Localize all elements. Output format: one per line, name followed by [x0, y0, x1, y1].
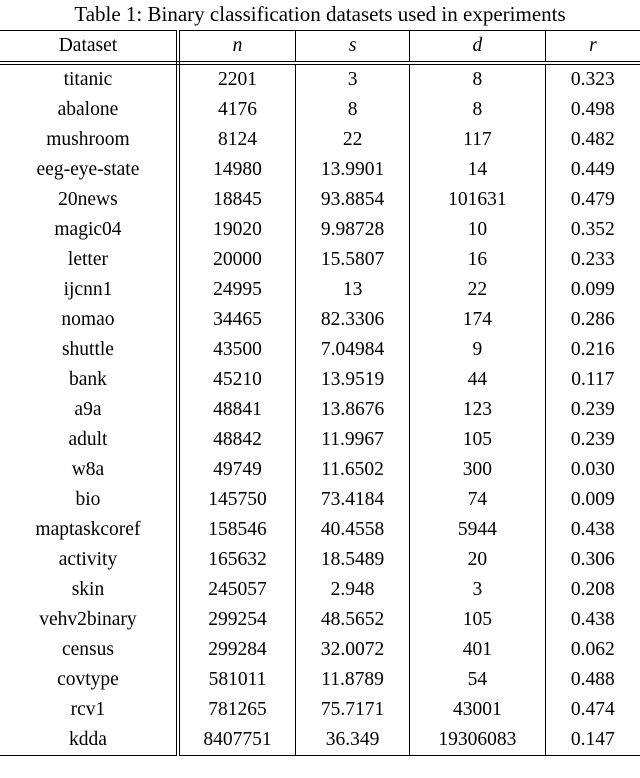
dataset-name-cell: maptaskcoref: [0, 515, 178, 545]
value-cell: 0.488: [570, 669, 615, 690]
value-cell: 0.009: [570, 489, 615, 510]
dataset-name-cell: census: [0, 635, 178, 665]
value-cell: 5944: [410, 515, 546, 545]
value-cell: 34465: [178, 305, 296, 335]
value-cell: 22: [410, 275, 546, 305]
value-cell: 18845: [178, 185, 296, 215]
value-cell: 3: [296, 63, 410, 95]
dataset-name-cell: letter: [0, 245, 178, 275]
value-cell: 74: [410, 485, 546, 515]
value-cell: 48841: [178, 395, 296, 425]
table-row: [0, 335, 640, 365]
value-cell: 43500: [178, 335, 296, 365]
value-cell: 11.8789: [296, 665, 410, 695]
table-row: [0, 185, 640, 215]
table-row: [0, 63, 640, 95]
table-row: [0, 455, 640, 485]
value-cell: 2201: [178, 63, 296, 95]
table-row: [0, 125, 640, 155]
value-cell: 43001: [410, 695, 546, 725]
table-row: [0, 605, 640, 635]
table-row: [0, 725, 640, 756]
value-cell: 20: [410, 545, 546, 575]
table-row: [0, 215, 640, 245]
value-cell: 0.479: [570, 189, 615, 210]
value-cell: 0.208: [570, 579, 615, 600]
value-cell: 300: [410, 455, 546, 485]
value-cell: 105: [410, 605, 546, 635]
value-cell: 245057: [178, 575, 296, 605]
value-cell: 48842: [178, 425, 296, 455]
table-row: [0, 575, 640, 605]
value-cell: 4176: [178, 95, 296, 125]
value-cell: 105: [410, 425, 546, 455]
table-header-row: [0, 31, 640, 64]
value-cell: 0.239: [570, 399, 615, 420]
value-cell: 299254: [178, 605, 296, 635]
value-cell: 8: [410, 95, 546, 125]
value-cell: 0.352: [570, 219, 615, 240]
value-cell: 0.147: [570, 729, 615, 750]
value-cell: 24995: [178, 275, 296, 305]
dataset-name-cell: vehv2binary: [0, 605, 178, 635]
table-caption: Table 1: Binary classification datasets used in experiments: [74, 2, 566, 26]
value-cell: 581011: [178, 665, 296, 695]
table-row: [0, 635, 640, 665]
value-cell: 9: [410, 335, 546, 365]
value-cell: 174: [410, 305, 546, 335]
dataset-name-cell: bio: [0, 485, 178, 515]
table-row: [0, 545, 640, 575]
value-cell: 32.0072: [296, 635, 410, 665]
value-cell: 49749: [178, 455, 296, 485]
dataset-name-cell: activity: [0, 545, 178, 575]
value-cell: 0.498: [570, 99, 615, 120]
value-cell: 0.482: [570, 129, 615, 150]
value-cell: 13.9519: [296, 365, 410, 395]
value-cell: 781265: [178, 695, 296, 725]
value-cell: 401: [410, 635, 546, 665]
value-cell: 82.3306: [296, 305, 410, 335]
value-cell: 0.030: [570, 459, 615, 480]
value-cell: 48.5652: [296, 605, 410, 635]
value-cell: 14: [410, 155, 546, 185]
value-cell: 13.8676: [296, 395, 410, 425]
dataset-name-cell: nomao: [0, 305, 178, 335]
table-head: [0, 31, 640, 64]
dataset-name-cell: covtype: [0, 665, 178, 695]
value-cell: 0.323: [570, 69, 615, 90]
value-cell: 299284: [178, 635, 296, 665]
dataset-name-cell: ijcnn1: [0, 275, 178, 305]
value-cell: 158546: [178, 515, 296, 545]
value-cell: 117: [410, 125, 546, 155]
value-cell: 8: [296, 95, 410, 125]
value-cell: 19020: [178, 215, 296, 245]
value-cell: 11.9967: [296, 425, 410, 455]
table-body: [0, 63, 640, 756]
dataset-name-cell: mushroom: [0, 125, 178, 155]
column-header-r: r: [545, 31, 640, 64]
value-cell: 9.98728: [296, 215, 410, 245]
dataset-name-cell: w8a: [0, 455, 178, 485]
value-cell: 22: [296, 125, 410, 155]
dataset-name-cell: kdda: [0, 725, 178, 756]
table-row: [0, 425, 640, 455]
dataset-name-cell: bank: [0, 365, 178, 395]
value-cell: 93.8854: [296, 185, 410, 215]
table-row: [0, 95, 640, 125]
dataset-name-cell: adult: [0, 425, 178, 455]
value-cell: 0.438: [570, 519, 615, 540]
value-cell: 0.233: [570, 249, 615, 270]
value-cell: 0.306: [570, 549, 615, 570]
value-cell: 0.062: [570, 639, 615, 660]
dataset-name-cell: magic04: [0, 215, 178, 245]
column-header-dataset: Dataset: [0, 31, 178, 64]
value-cell: 36.349: [296, 725, 410, 756]
value-cell: 0.117: [571, 369, 615, 390]
table-row: [0, 665, 640, 695]
datasets-table: [0, 30, 640, 756]
table-row: [0, 305, 640, 335]
value-cell: 20000: [178, 245, 296, 275]
value-cell: 0.286: [570, 309, 615, 330]
dataset-name-cell: skin: [0, 575, 178, 605]
table-row: [0, 485, 640, 515]
value-cell: 16: [410, 245, 546, 275]
value-cell: 101631: [410, 185, 546, 215]
table-row: [0, 155, 640, 185]
column-header-n: n: [178, 31, 296, 64]
dataset-name-cell: rcv1: [0, 695, 178, 725]
value-cell: 75.7171: [296, 695, 410, 725]
column-header-d: d: [410, 31, 546, 64]
value-cell: 13: [296, 275, 410, 305]
value-cell: 19306083: [410, 725, 546, 756]
value-cell: 0.099: [570, 279, 615, 300]
table-row: [0, 695, 640, 725]
value-cell: 15.5807: [296, 245, 410, 275]
dataset-name-cell: 20news: [0, 185, 178, 215]
value-cell: 40.4558: [296, 515, 410, 545]
column-header-s: s: [296, 31, 410, 64]
value-cell: 11.6502: [296, 455, 410, 485]
value-cell: 165632: [178, 545, 296, 575]
value-cell: 45210: [178, 365, 296, 395]
value-cell: 0.239: [570, 429, 615, 450]
value-cell: 3: [410, 575, 546, 605]
dataset-name-cell: a9a: [0, 395, 178, 425]
dataset-name-cell: titanic: [0, 63, 178, 95]
dataset-name-cell: eeg-eye-state: [0, 155, 178, 185]
value-cell: 13.9901: [296, 155, 410, 185]
value-cell: 8: [410, 63, 546, 95]
value-cell: 14980: [178, 155, 296, 185]
value-cell: 8407751: [178, 725, 296, 756]
table-row: [0, 515, 640, 545]
value-cell: 54: [410, 665, 546, 695]
value-cell: 18.5489: [296, 545, 410, 575]
value-cell: 145750: [178, 485, 296, 515]
table-row: [0, 365, 640, 395]
value-cell: 73.4184: [296, 485, 410, 515]
value-cell: 2.948: [296, 575, 410, 605]
value-cell: 10: [410, 215, 546, 245]
value-cell: 44: [410, 365, 546, 395]
value-cell: 123: [410, 395, 546, 425]
value-cell: 0.438: [570, 609, 615, 630]
dataset-name-cell: abalone: [0, 95, 178, 125]
value-cell: 7.04984: [296, 335, 410, 365]
value-cell: 0.449: [570, 159, 615, 180]
table-row: [0, 395, 640, 425]
table-row: [0, 245, 640, 275]
dataset-name-cell: shuttle: [0, 335, 178, 365]
value-cell: 0.216: [570, 339, 615, 360]
value-cell: 0.474: [570, 699, 615, 720]
value-cell: 8124: [178, 125, 296, 155]
table-row: [0, 275, 640, 305]
